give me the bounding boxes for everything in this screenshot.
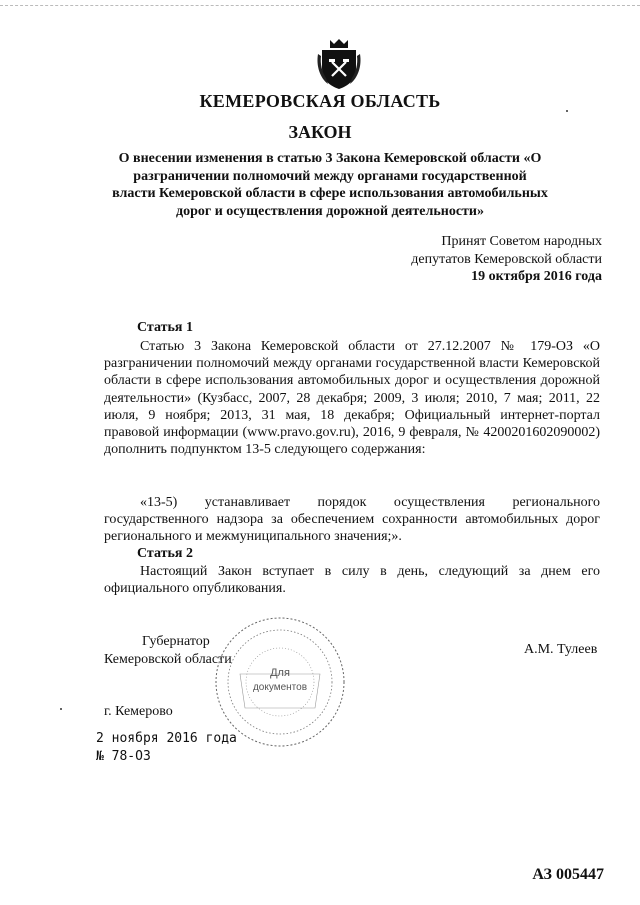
- article-1-paragraph-2: «13-5) устанавливает порядок осуществления регионального государственного надзора за обеспечением сохранности автомобильных дорог регионального и межмуниципального значения;».: [104, 495, 600, 545]
- document-type: ЗАКОН: [288, 122, 352, 142]
- scan-speck: [566, 110, 568, 112]
- adoption-line-2: депутатов Кемеровской области: [411, 251, 602, 267]
- signer-title-line-2: Кемеровской области: [104, 651, 232, 667]
- scan-edge-line: [0, 5, 640, 6]
- article-2-heading: Статья 2: [137, 546, 193, 561]
- region-title: КЕМЕРОВСКАЯ ОБЛАСТЬ: [199, 91, 441, 111]
- adoption-date: 19 октября 2016 года: [471, 269, 602, 284]
- law-number: № 78-ОЗ: [96, 749, 151, 764]
- signing-date: 2 ноября 2016 года: [96, 731, 237, 746]
- law-subject: О внесении изменения в статью 3 Закона Кемеровской области «О разграничении полномочий между органами государственной власти Кемеровской области в сфере использования автомобильных дорог и осуществления дорожной деятельности»: [112, 151, 548, 219]
- serial-number: АЗ 005447: [532, 866, 604, 883]
- adoption-line-1: Принят Советом народных: [441, 234, 602, 249]
- signer-title-line-1: Губернатор: [142, 634, 210, 649]
- scan-speck: [60, 708, 62, 710]
- article-2-paragraph: Настоящий Закон вступает в силу в день, следующий за днем его официального опубликования.: [104, 564, 600, 597]
- signer-name: А.М. Тулеев: [524, 642, 598, 657]
- adoption-block: [411, 233, 602, 286]
- stamp-text-line-1: Для: [270, 667, 290, 679]
- stamp-text-line-2: документов: [252, 682, 308, 693]
- signing-city: г. Кемерово: [104, 704, 173, 719]
- article-1-heading: Статья 1: [137, 320, 193, 335]
- coat-of-arms-icon: [316, 38, 362, 90]
- article-1-paragraph-1: Статью 3 Закона Кемеровской области от 27.12.2007 № 179-ОЗ «О разграничении полномочий между органами государственной власти Кемеровской области в сфере использования автомобильных дорог и осуществления дорожной деятельности» (Кузбасс, 2007, 28 декабря; 2009, 3 июля; 2010, 7 мая; 2011, 22 июля, 9 ноября; 2013, 31 мая, 18 декабря; Официальный интернет-портал правовой информации (www.pravo.gov.ru), 2016, 9 февраля, № 4200201602090002) дополнить подпунктом 13-5 следующего содержания:: [104, 339, 600, 458]
